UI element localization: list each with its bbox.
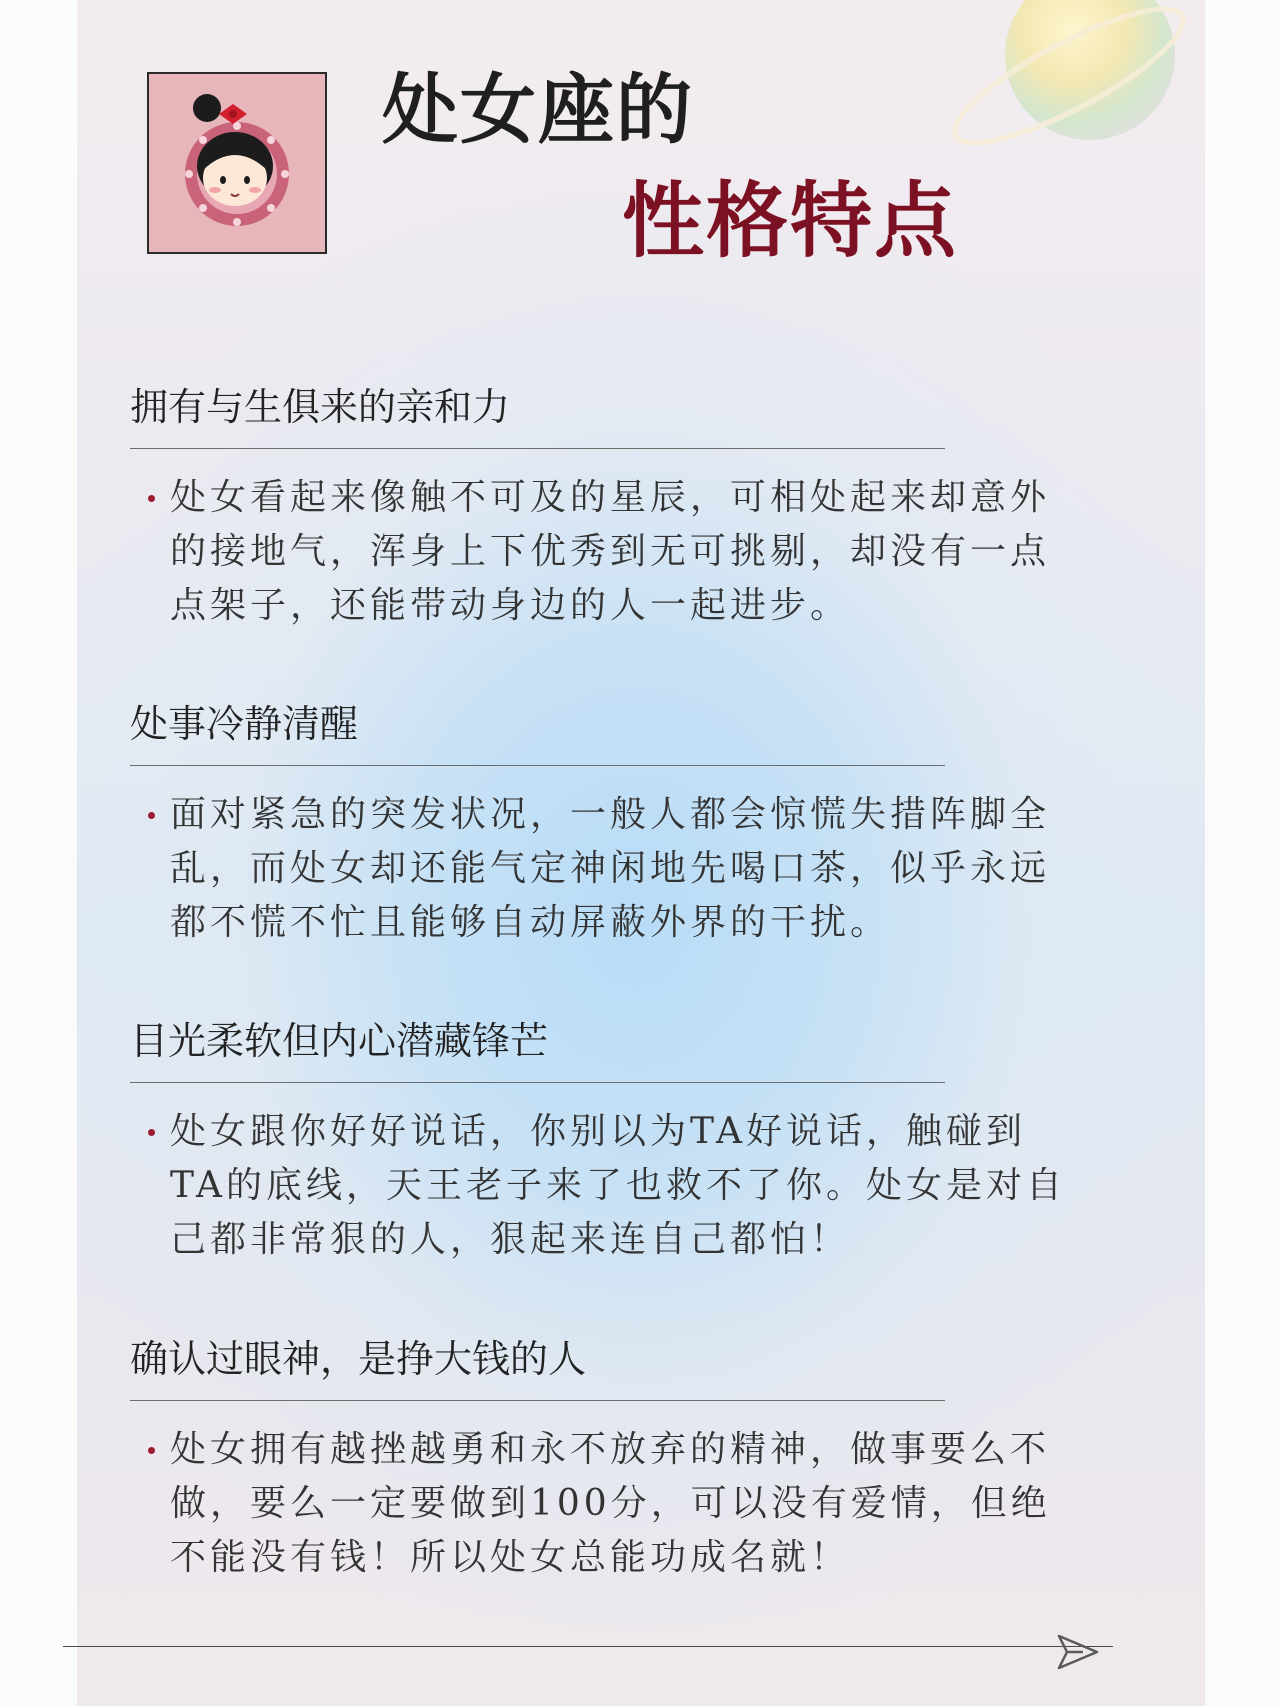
section-heading: 拥有与生俱来的亲和力	[130, 385, 511, 429]
footer-divider	[63, 1646, 1113, 1647]
page-title: 处女座的	[382, 65, 694, 154]
bullet-icon	[148, 1447, 155, 1454]
section-body	[130, 788, 1080, 950]
bullet-icon	[148, 1129, 155, 1136]
section-trait	[130, 385, 1140, 633]
section-divider	[130, 1400, 945, 1401]
section-trait	[130, 1337, 1140, 1585]
section-divider	[130, 1082, 945, 1083]
page-subtitle: 性格特点	[622, 173, 959, 269]
share-arrow-icon[interactable]	[1053, 1628, 1101, 1676]
avatar	[147, 72, 327, 254]
section-divider	[130, 765, 945, 766]
bullet-icon	[148, 812, 155, 819]
section-body	[130, 1105, 1080, 1267]
section-heading: 确认过眼神，是挣大钱的人	[130, 1337, 587, 1381]
section-body	[130, 471, 1080, 633]
content-card	[77, 0, 1205, 1706]
section-trait	[130, 702, 1140, 950]
section-heading: 目光柔软但内心潜藏锋芒	[130, 1019, 549, 1063]
cartoon-girl-avatar	[149, 74, 325, 252]
section-body-text: 处女拥有越挫越勇和永不放弃的精神，做事要么不做，要么一定要做到100分，可以没有爱情，但绝不能没有钱！所以处女总能功成名就！	[170, 1429, 1051, 1578]
section-body-text: 面对紧急的突发状况，一般人都会惊慌失措阵脚全乱，而处女却还能气定神闲地先喝口茶，似乎永远都不慌不忙且能够自动屏蔽外界的干扰。	[170, 794, 1051, 943]
section-body-text: 处女看起来像触不可及的星辰，可相处起来却意外的接地气，浑身上下优秀到无可挑剔，却没有一点点架子，还能带动身边的人一起进步。	[170, 477, 1051, 626]
section-heading: 处事冷静清醒	[130, 702, 359, 746]
section-body-text: 处女跟你好好说话，你别以为TA好说话，触碰到TA的底线，天王老子来了也救不了你。处女是对自己都非常狠的人，狠起来连自己都怕！	[170, 1111, 1067, 1260]
section-divider	[130, 448, 945, 449]
section-body	[130, 1423, 1080, 1585]
bullet-icon	[148, 495, 155, 502]
section-trait	[130, 1019, 1140, 1267]
